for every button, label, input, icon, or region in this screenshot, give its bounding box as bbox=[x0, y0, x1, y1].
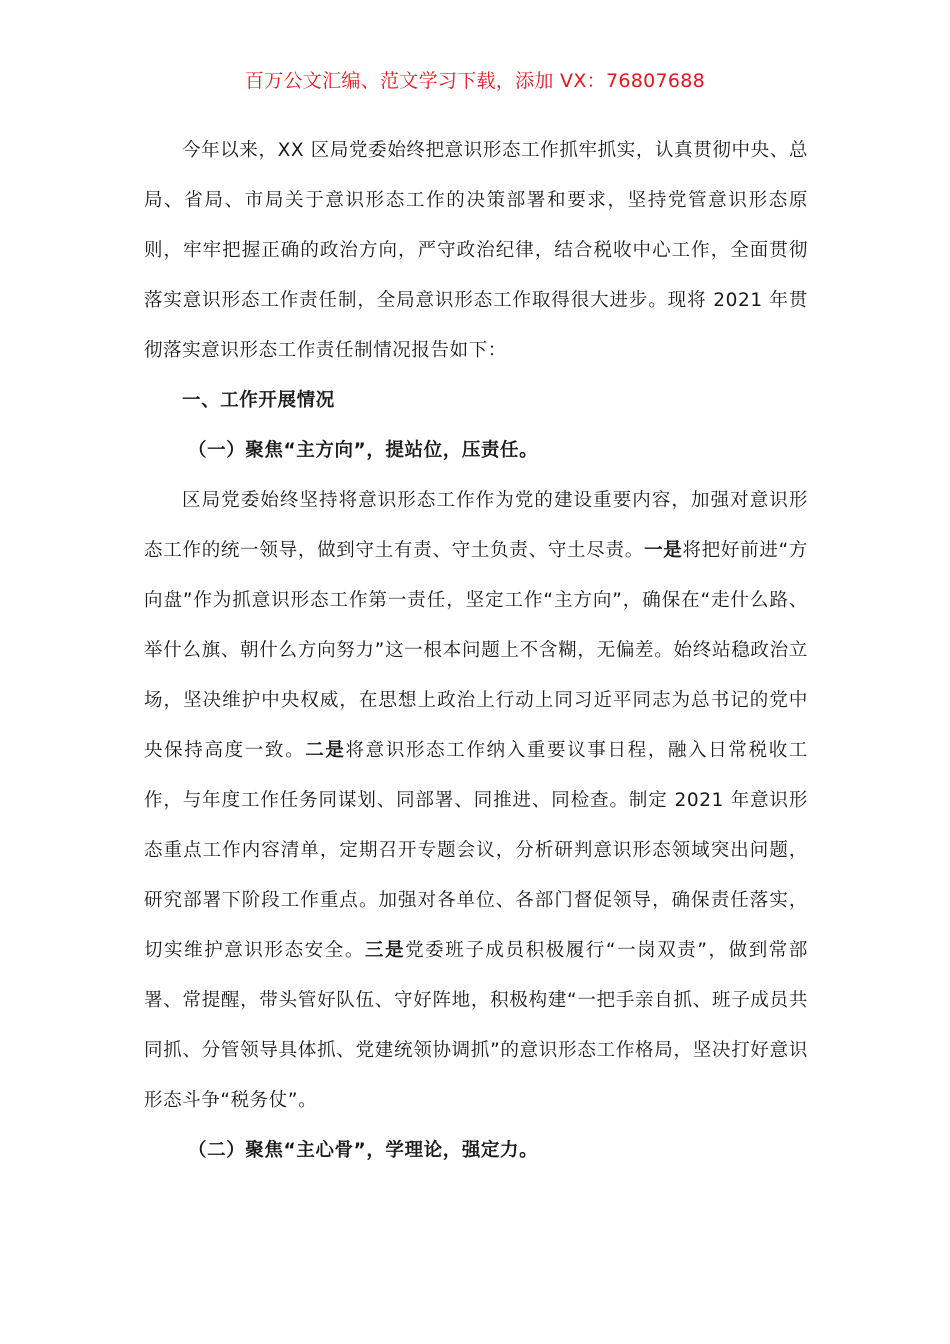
emphasis-first: 一是 bbox=[643, 540, 683, 561]
paragraph-text: 将意识形态工作纳入重要议事日程，融入日常税收工作，与年度工作任务同谋划、同部署、同推进、同检查。制定 2021 年意识形态重点工作内容清单，定期召开专题会议，分析研判意识形态领域突出问题，研究部署下阶段工作重点。加强对各单位、各部门督促领导，确保责任落实，切实维护意识形态安全。 bbox=[144, 740, 808, 961]
section-heading-1: 一、工作开展情况 bbox=[182, 390, 335, 411]
document-body bbox=[144, 126, 808, 1176]
subsection-1-paragraph bbox=[144, 476, 808, 1126]
emphasis-second: 二是 bbox=[305, 740, 346, 761]
emphasis-third: 三是 bbox=[364, 940, 406, 961]
paragraph-text: 区局党委始终坚持将意识形态工作作为党的建设重要内容，加强对意识形态工作的统一领导，做到守土有责、守土负责、守土尽责。 bbox=[144, 490, 808, 561]
subsection-heading-2: （二）聚焦“主心骨”，学理论，强定力。 bbox=[188, 1140, 539, 1161]
intro-paragraph: 今年以来，XX 区局党委始终把意识形态工作抓牢抓实，认真贯彻中央、总局、省局、市局关于意识形态工作的决策部署和要求，坚持党管意识形态原则，牢牢把握正确的政治方向，严守政治纪律，结合税收中心工作，全面贯彻落实意识形态工作责任制，全局意识形态工作取得很大进步。现将 2021 年贯彻落实意识形态工作责任制情况报告如下： bbox=[144, 140, 808, 361]
subsection-heading-1: （一）聚焦“主方向”，提站位，压责任。 bbox=[188, 440, 539, 461]
paragraph-text: 将把好前进“方向盘”作为抓意识形态工作第一责任，坚定工作“主方向”，确保在“走什么路、举什么旗、朝什么方向努力”这一根本问题上不含糊，无偏差。始终站稳政治立场，坚决维护中央权威，在思想上政治上行动上同习近平同志为总书记的党中央保持高度一致。 bbox=[144, 540, 808, 761]
paragraph-text: 党委班子成员积极履行“一岗双责”，做到常部署、常提醒，带头管好队伍、守好阵地，积极构建“一把手亲自抓、班子成员共同抓、分管领导具体抓、党建统领协调抓”的意识形态工作格局，坚决打好意识形态斗争“税务仗”。 bbox=[144, 940, 808, 1111]
header-banner: 百万公文汇编、范文学习下载，添加 VX：76807688 bbox=[244, 70, 706, 92]
